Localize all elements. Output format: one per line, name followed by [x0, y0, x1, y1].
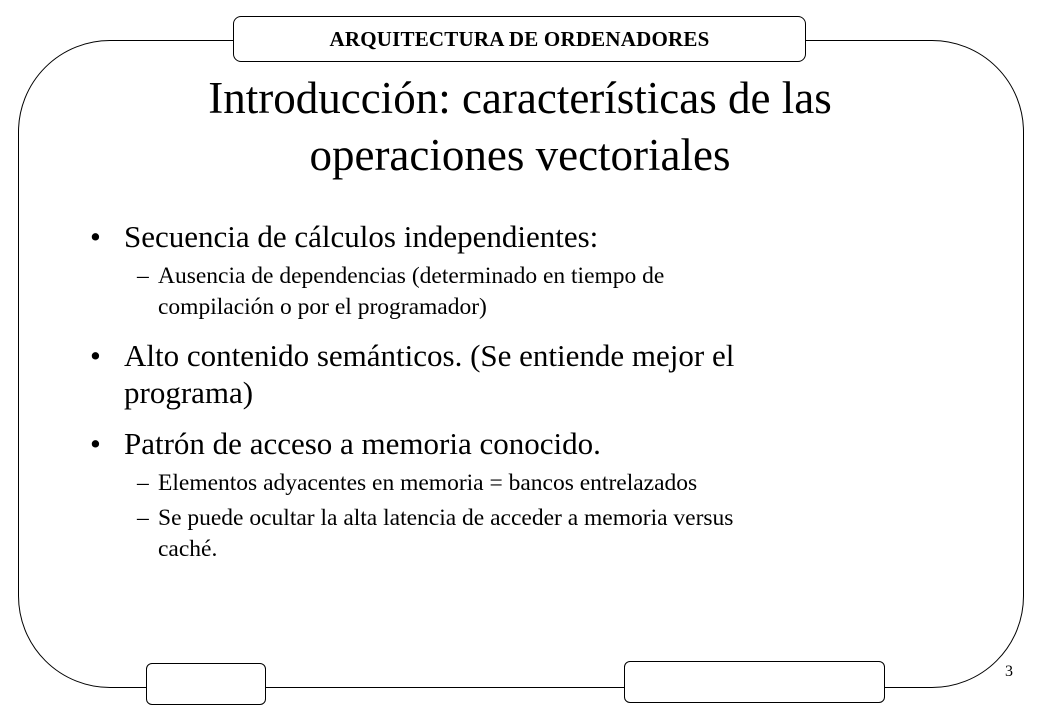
- slide-title: [60, 70, 980, 184]
- bullet-icon: •: [90, 219, 101, 254]
- sub-bullet-item: [90, 261, 920, 323]
- sub-bullet-item: [90, 503, 920, 565]
- bullet-text: Patrón de acceso a memoria conocido.: [124, 426, 601, 461]
- sub-bullet-item: [90, 468, 920, 499]
- bullet-text: Secuencia de cálculos independientes:: [124, 219, 599, 254]
- footer-box-left: [146, 663, 266, 705]
- footer-box-right: [624, 661, 885, 703]
- course-title: ARQUITECTURA DE ORDENADORES: [329, 26, 710, 51]
- bullet-item: [90, 218, 920, 255]
- page-number: 3: [1005, 663, 1013, 680]
- header-tab: [233, 16, 806, 62]
- sub-bullet-line: caché.: [158, 536, 218, 562]
- sub-bullet-line: Elementos adyacentes en memoria = bancos entrelazados: [158, 470, 698, 496]
- bullet-line: programa): [124, 375, 254, 410]
- bullet-item: [90, 337, 920, 411]
- title-line-2: operaciones vectoriales: [309, 130, 731, 180]
- dash-icon: –: [137, 263, 149, 289]
- bullet-icon: •: [90, 338, 101, 373]
- bullet-line: Alto contenido semánticos. (Se entiende mejor el: [124, 338, 735, 373]
- dash-icon: –: [137, 470, 149, 496]
- sub-bullet-line: Ausencia de dependencias (determinado en tiempo de: [158, 263, 665, 289]
- bullet-item: [90, 425, 920, 462]
- bullet-list: [90, 218, 920, 565]
- sub-bullet-line: Se puede ocultar la alta latencia de acceder a memoria versus: [158, 505, 734, 531]
- dash-icon: –: [137, 505, 149, 531]
- bullet-icon: •: [90, 426, 101, 461]
- title-line-1: Introducción: características de las: [208, 73, 832, 123]
- sub-bullet-line: compilación o por el programador): [158, 294, 487, 320]
